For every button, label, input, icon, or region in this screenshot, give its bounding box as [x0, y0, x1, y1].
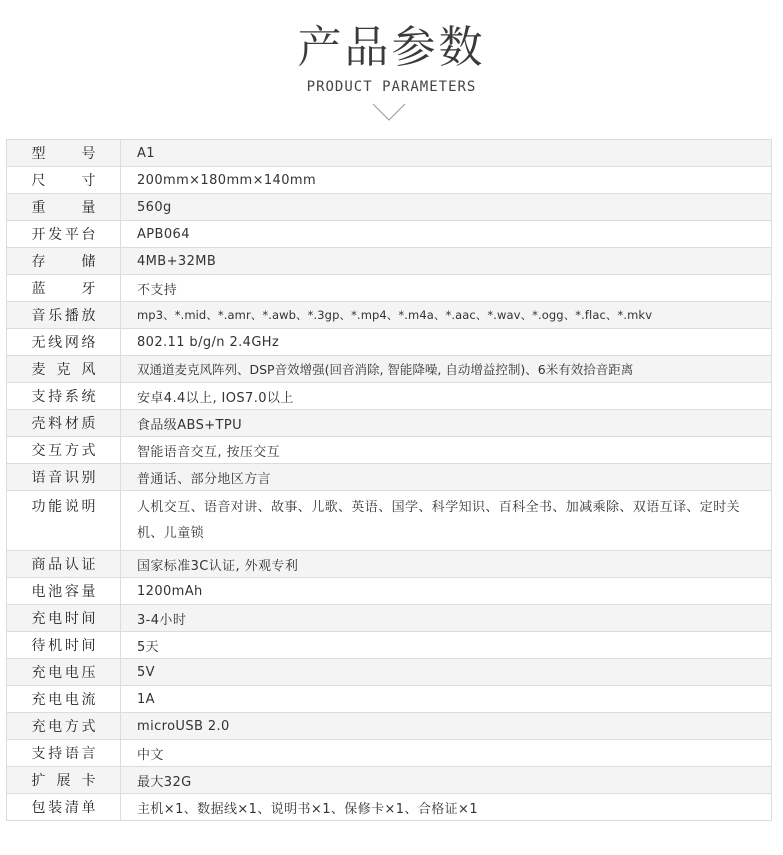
param-value: mp3、*.mid、*.amr、*.awb、*.3gp、*.mp4、*.m4a、*.aac、*.wav、*.ogg、*.flac、*.mkv	[121, 302, 772, 329]
table-row	[7, 329, 772, 356]
table-row	[7, 605, 772, 632]
param-value: 中文	[121, 740, 772, 767]
chevron-down-icon	[372, 102, 406, 122]
param-value: 国家标准3C认证, 外观专利	[121, 551, 772, 578]
table-row	[7, 464, 772, 491]
table-row	[7, 686, 772, 713]
param-value: APB064	[121, 221, 772, 248]
table-row	[7, 248, 772, 275]
param-value: 主机×1、数据线×1、说明书×1、保修卡×1、合格证×1	[121, 794, 772, 821]
param-value: 食品级ABS+TPU	[121, 410, 772, 437]
param-label: 包装清单	[7, 794, 121, 821]
table-row	[7, 632, 772, 659]
page-header	[0, 0, 783, 135]
table-row	[7, 167, 772, 194]
param-label: 存储	[7, 248, 121, 275]
param-label: 充电方式	[7, 713, 121, 740]
param-label: 重量	[7, 194, 121, 221]
table-row	[7, 221, 772, 248]
param-label: 电池容量	[7, 578, 121, 605]
table-row	[7, 437, 772, 464]
param-label: 蓝牙	[7, 275, 121, 302]
param-value: 4MB+32MB	[121, 248, 772, 275]
table-row	[7, 194, 772, 221]
page-title: 产品参数	[297, 22, 486, 73]
param-label: 无线网络	[7, 329, 121, 356]
param-label: 开发平台	[7, 221, 121, 248]
param-label: 待机时间	[7, 632, 121, 659]
param-label: 支持系统	[7, 383, 121, 410]
param-value: 人机交互、语音对讲、故事、儿歌、英语、国学、科学知识、百科全书、加减乘除、双语互译、定时关机、儿童锁	[121, 491, 772, 551]
param-value: 1200mAh	[121, 578, 772, 605]
table-row	[7, 767, 772, 794]
table-row	[7, 794, 772, 821]
table-row	[7, 578, 772, 605]
param-value: 安卓4.4以上, IOS7.0以上	[121, 383, 772, 410]
table-row	[7, 713, 772, 740]
param-label: 壳料材质	[7, 410, 121, 437]
table-row	[7, 410, 772, 437]
param-value: 不支持	[121, 275, 772, 302]
param-label: 尺寸	[7, 167, 121, 194]
table-row	[7, 140, 772, 167]
table-row	[7, 302, 772, 329]
param-label: 充电时间	[7, 605, 121, 632]
table-row	[7, 740, 772, 767]
table-row	[7, 659, 772, 686]
param-label: 型号	[7, 140, 121, 167]
param-label: 音乐播放	[7, 302, 121, 329]
param-value: 最大32G	[121, 767, 772, 794]
table-row	[7, 383, 772, 410]
param-value: 560g	[121, 194, 772, 221]
table-row	[7, 551, 772, 578]
page-subtitle: PRODUCT PARAMETERS	[306, 79, 477, 95]
param-label: 充电电流	[7, 686, 121, 713]
param-label: 麦克风	[7, 356, 121, 383]
param-value: 802.11 b/g/n 2.4GHz	[121, 329, 772, 356]
parameters-table	[6, 139, 772, 821]
param-value: A1	[121, 140, 772, 167]
param-value: 5V	[121, 659, 772, 686]
table-row	[7, 275, 772, 302]
param-value: 智能语音交互, 按压交互	[121, 437, 772, 464]
param-value: 普通话、部分地区方言	[121, 464, 772, 491]
param-value: 5天	[121, 632, 772, 659]
param-value: 3-4小时	[121, 605, 772, 632]
param-label: 支持语言	[7, 740, 121, 767]
param-value: microUSB 2.0	[121, 713, 772, 740]
param-label: 交互方式	[7, 437, 121, 464]
param-label: 扩展卡	[7, 767, 121, 794]
table-row	[7, 491, 772, 551]
param-label: 功能说明	[7, 491, 121, 551]
param-value: 200mm×180mm×140mm	[121, 167, 772, 194]
param-label: 语音识别	[7, 464, 121, 491]
table-row	[7, 356, 772, 383]
param-label: 商品认证	[7, 551, 121, 578]
param-value: 双通道麦克风阵列、DSP音效增强(回音消除, 智能降噪, 自动增益控制)、6米有效拾音距离	[121, 356, 772, 383]
param-label: 充电电压	[7, 659, 121, 686]
param-value: 1A	[121, 686, 772, 713]
